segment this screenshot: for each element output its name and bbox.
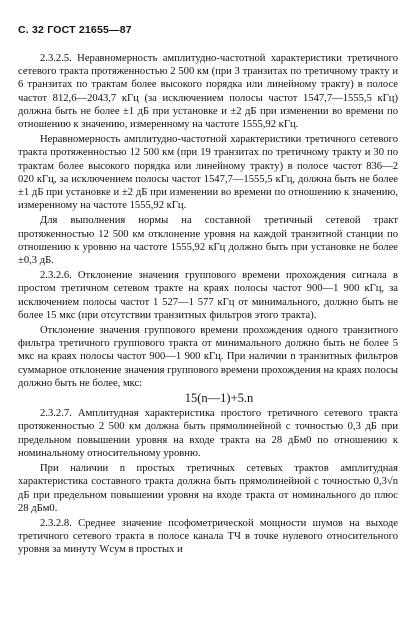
paragraph-transit-level: Для выполнения нормы на составной третичный сетевой тракт протяженностью 12 500 км отклонение уровня на каждой транзитной станции по отношению к уровню на частоте 1555,92 кГц должно быть при установке не более ±0,3 дБ. (18, 215, 398, 267)
page-header: С. 32 ГОСТ 21655—87 (18, 24, 132, 36)
paragraph-2-3-2-5: 2.3.2.5. Неравномерность амплитудно-частотной характеристики третичного сетевого тракта протяженностью 2 500 км (при 3 транзитах по третичному тракту и 6 транзитах по трактам более высокого порядка или линейному тракту) в полосе частот 812,6—2043,7 кГц (за исключением полосы частот 1547,7—1555,5 кГц) должна быть не более ±1 дБ при установке и ±2 дБ при изменении во времени по отношению к значению, измеренному на частоте 1555,92 кГц. (18, 53, 398, 131)
formula: 15(n—1)+5.n (184, 391, 254, 406)
document-body (18, 52, 398, 559)
paragraph-2-3-2-8: 2.3.2.8. Среднее значение псофометрической мощности шумов на выходе третичного сетевого тракта в полосе канала ТЧ в точке нулевого относительного уровня за минуту Wсум в простых и (18, 517, 398, 556)
paragraph-transit-filter: Отклонение значения группового времени прохождения одного транзитного фильтра третичного группового тракта от минимального должно быть не более 5 мкс на краях полосы частот 900—1 900 кГц. При наличии n транзитных фильтров суммарное отклонение значения группового времени прохождения на краях полосы должно быть не более, мкс: (18, 325, 398, 389)
paragraph-2-3-2-6: 2.3.2.6. Отклонение значения группового времени прохождения сигнала в простом третичном сетевом тракте на краях полосы частот 900—1 900 кГц, за исключением полосы частот 1 527—1 577 кГц от минимального, должно быть не более 15 мкс (при отсутствии транзитных фильтров этого тракта). (18, 270, 398, 321)
paragraph-nonuniformity-12500: Неравномерность амплитудно-частотной характеристики третичного сетевого тракта протяженностью 12 500 км (при 19 транзитах по третичному тракту и 30 по трактам более высокого порядка или линейному тракту) в полосе частот 836—2 020 кГц, за исключением полосы частот 1547,7—1555,5 кГц, должна быть не более ±1 дБ при установке и ±2 дБ при изменении во времени по отношению к значению, измеренному на частоте 1555,92 кГц. (18, 134, 398, 212)
paragraph-2-3-2-7: 2.3.2.7. Амплитудная характеристика простого третичного сетевого тракта протяженностью 2 500 км должна быть прямолинейной с точностью 0,3 дБ при предельном повышении уровня на входе тракта на 28 дБм0 по отношению к номинальному относительному уровню. (18, 408, 398, 459)
paragraph-composite-tract: При наличии n простых третичных сетевых трактов амплитудная характеристика составного тракта должна быть прямолинейной с точностью 0,3√n дБ при предельном повышении уровня на входе тракта от номинального до плюс 28 дБм0. (18, 463, 398, 514)
